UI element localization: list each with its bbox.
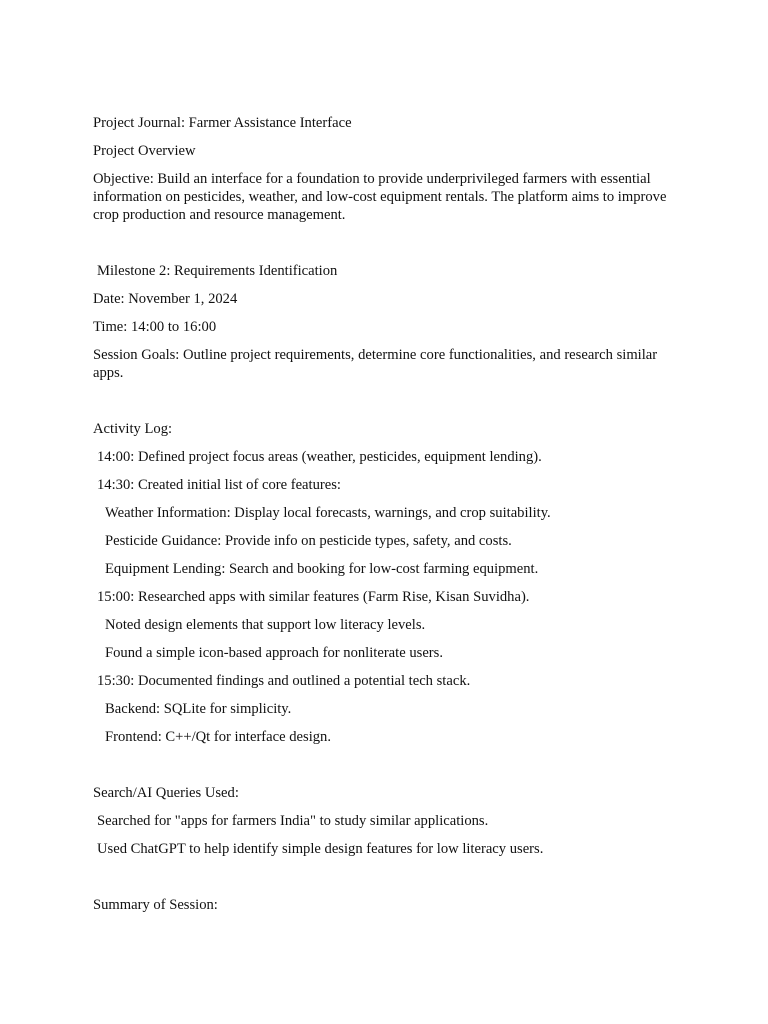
document-page xyxy=(93,114,673,924)
activity-subentry: Pesticide Guidance: Provide info on pesticide types, safety, and costs. xyxy=(105,533,512,549)
activity-entry: 14:00: Defined project focus areas (weather, pesticides, equipment lending). xyxy=(97,449,542,465)
query-item: Used ChatGPT to help identify simple design features for low literacy users. xyxy=(97,841,544,857)
spacer xyxy=(93,756,673,774)
activity-subentry: Weather Information: Display local forecasts, warnings, and crop suitability. xyxy=(105,505,551,521)
document-title: Project Journal: Farmer Assistance Interface xyxy=(93,115,352,131)
spacer xyxy=(93,868,673,886)
spacer xyxy=(93,392,673,410)
objective-paragraph: Objective: Build an interface for a foundation to provide underprivileged farmers with essential information on pesticides, weather, and low-cost equipment rentals. The platform aims to improve crop production and resource management. xyxy=(93,171,671,223)
activity-entry: 14:30: Created initial list of core features: xyxy=(97,477,341,493)
activity-subentry: Equipment Lending: Search and booking for low-cost farming equipment. xyxy=(105,561,539,577)
milestone-date: Date: November 1, 2024 xyxy=(93,291,238,307)
spacer xyxy=(93,234,673,252)
activity-subentry: Noted design elements that support low literacy levels. xyxy=(105,617,426,633)
activity-subentry: Found a simple icon-based approach for nonliterate users. xyxy=(105,645,443,661)
query-item: Searched for "apps for farmers India" to study similar applications. xyxy=(97,813,489,829)
activity-log-heading: Activity Log: xyxy=(93,421,173,437)
activity-entry: 15:30: Documented findings and outlined a potential tech stack. xyxy=(97,673,471,689)
activity-subentry: Frontend: C++/Qt for interface design. xyxy=(105,729,331,745)
activity-entry: 15:00: Researched apps with similar features (Farm Rise, Kisan Suvidha). xyxy=(97,589,530,605)
activity-subentry: Backend: SQLite for simplicity. xyxy=(105,701,292,717)
overview-heading: Project Overview xyxy=(93,143,196,159)
summary-heading: Summary of Session: xyxy=(93,897,218,913)
session-goals: Session Goals: Outline project requirements, determine core functionalities, and research similar apps. xyxy=(93,347,661,381)
milestone-time: Time: 14:00 to 16:00 xyxy=(93,319,217,335)
milestone-heading: Milestone 2: Requirements Identification xyxy=(97,263,338,279)
queries-heading: Search/AI Queries Used: xyxy=(93,785,239,801)
